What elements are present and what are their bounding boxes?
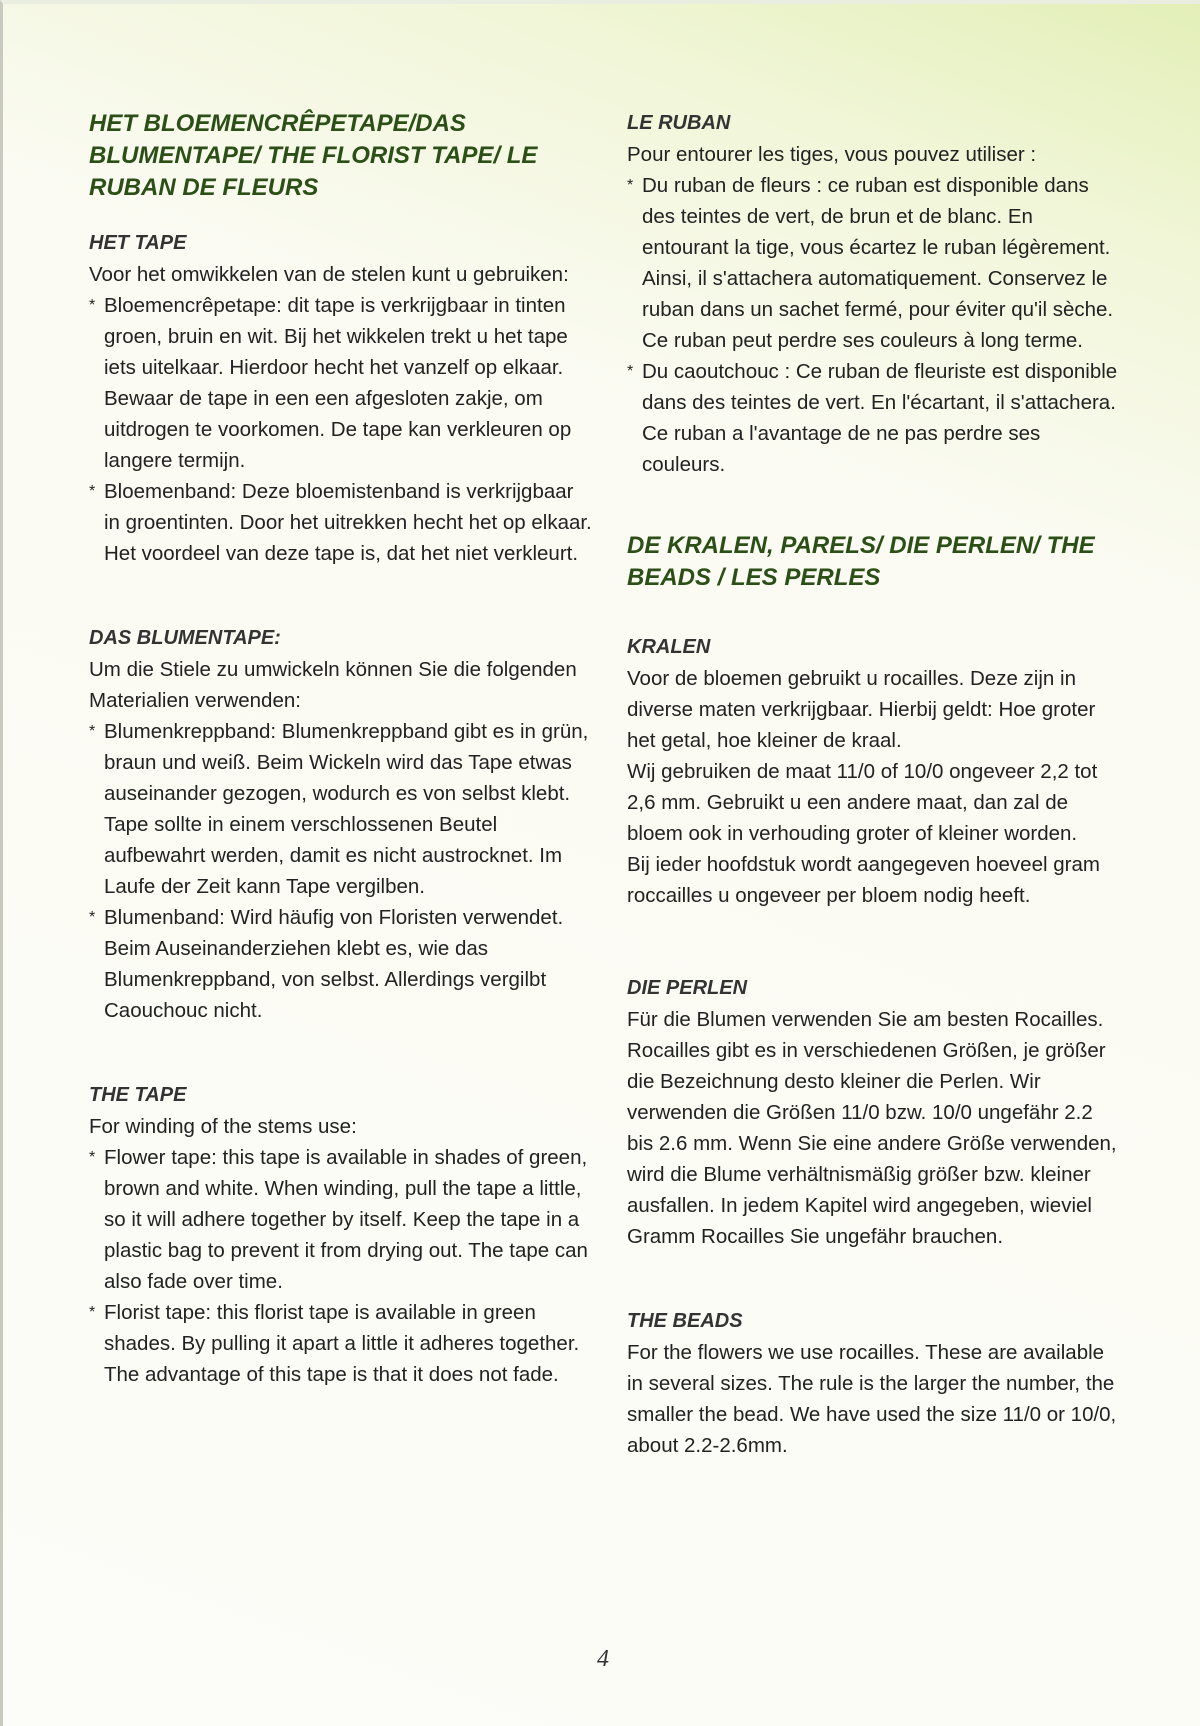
bullet-icon: *: [627, 363, 634, 380]
paragraph: Voor de bloemen gebruikt u rocailles. Deze zijn in diverse maten verkrijgbaar. Hierbij geldt: Hoe groter het getal, hoe kleiner de kraal.: [627, 667, 1096, 752]
section-title: KRALEN: [627, 636, 711, 658]
bullet-list: [89, 716, 595, 1026]
section-intro: Um die Stiele zu umwickeln können Sie die folgenden Materialien verwenden:: [89, 658, 577, 712]
tape-heading: HET BLOEMENCRÊPETAPE/DAS BLUMENTAPE/ THE FLORIST TAPE/ LE RUBAN DE FLEURS: [89, 110, 538, 201]
bullet-icon: *: [89, 483, 96, 500]
bullet-icon: *: [89, 1304, 96, 1321]
bullet-icon: *: [89, 297, 96, 314]
bullet-list: [89, 290, 595, 569]
section-intro: For winding of the stems use:: [89, 1115, 357, 1138]
bullet-icon: *: [627, 177, 634, 194]
section-the-beads: [627, 1306, 1123, 1461]
section-the-tape: [89, 1080, 595, 1390]
list-item: * Du ruban de fleurs : ce ruban est disponible dans des teintes de vert, de brun et de blanc. En entourant la tige, vous écartez le ruban légèrement. Ainsi, il s'attachera automatiquement. Conservez le ruban dans un sachet fermé, pour éviter qu'il sèche. Ce ruban peut perdre ses couleurs à long terme.: [627, 170, 1123, 356]
section-kralen: [627, 632, 1123, 911]
bullet-icon: *: [89, 909, 96, 926]
paragraph: Bij ieder hoofdstuk wordt aangegeven hoeveel gram roccailles u ongeveer per bloem nodig heeft.: [627, 853, 1100, 907]
section-title: LE RUBAN: [627, 112, 731, 134]
section-het-tape: [89, 228, 595, 569]
section-intro: Voor het omwikkelen van de stelen kunt u gebruiken:: [89, 263, 569, 286]
section-le-ruban: [627, 108, 1123, 480]
section-title: THE TAPE: [89, 1084, 187, 1106]
bullet-icon: *: [89, 1149, 96, 1166]
page-number: 4: [597, 1646, 609, 1672]
list-item: * Blumenkreppband: Blumenkreppband gibt es in grün, braun und weiß. Beim Wickeln wird das Tape etwas auseinander gezogen, wodurch es von selbst klebt. Tape sollte in einem verschlossenen Beutel aufbewahrt werden, damit es nicht austrocknet. Im Laufe der Zeit kann Tape vergilben.: [89, 716, 595, 902]
paragraph: Wij gebruiken de maat 11/0 of 10/0 ongeveer 2,2 tot 2,6 mm. Gebruikt u een andere maat, dan zal de bloem ook in verhouding groter of kleiner worden.: [627, 760, 1098, 845]
list-item: * Blumenband: Wird häufig von Floristen verwendet. Beim Auseinanderziehen klebt es, wie das Blumenkreppband, von selbst. Allerdings vergilbt Caouchouc nicht.: [89, 902, 595, 1026]
list-item: * Du caoutchouc : Ce ruban de fleuriste est disponible dans des teintes de vert. En l'écartant, il s'attachera. Ce ruban a l'avantage de ne pas perdre ses couleurs.: [627, 356, 1123, 480]
list-item: * Flower tape: this tape is available in shades of green, brown and white. When winding, pull the tape a little, so it will adhere together by itself. Keep the tape in a plastic bag to prevent it from drying out. The tape can also fade over time.: [89, 1142, 595, 1297]
section-title: THE BEADS: [627, 1310, 743, 1332]
section-title: DAS BLUMENTAPE:: [89, 627, 281, 649]
list-item: * Florist tape: this florist tape is available in green shades. By pulling it apart a little it adheres together. The advantage of this tape is that it does not fade.: [89, 1297, 595, 1390]
list-item: * Bloemenband: Deze bloemistenband is verkrijgbaar in groentinten. Door het uitrekken hecht het op elkaar. Het voordeel van deze tape is, dat het niet verkleurt.: [89, 476, 595, 569]
section-title: HET TAPE: [89, 232, 187, 254]
section-title: DIE PERLEN: [627, 977, 748, 999]
bullet-list: [627, 170, 1123, 480]
right-column: [627, 108, 1123, 1461]
paragraph: Für die Blumen verwenden Sie am besten Rocailles. Rocailles gibt es in verschiedenen Größen, je größer die Bezeichnung desto kleiner die Perlen. Wir verwenden die Größen 11/0 bzw. 10/0 ungefähr 2.2 bis 2.6 mm. Wenn Sie eine andere Größe verwenden, wird die Blume verhältnismäßig größer bzw. kleiner ausfallen. In jedem Kapitel wird angegeben, wieviel Gramm Rocailles Sie ungefähr brauchen.: [627, 1008, 1117, 1248]
section-die-perlen: [627, 973, 1123, 1252]
bullet-list: [89, 1142, 595, 1390]
left-column: [89, 108, 595, 1390]
beads-heading: DE KRALEN, PARELS/ DIE PERLEN/ THE BEADS / LES PERLES: [627, 532, 1095, 591]
list-item: * Bloemencrêpetape: dit tape is verkrijgbaar in tinten groen, bruin en wit. Bij het wikkelen trekt u het tape iets uitelkaar. Hierdoor hecht het vanzelf op elkaar. Bewaar de tape in een een afgesloten zakje, om uitdrogen te voorkomen. De tape kan verkleuren op langere termijn.: [89, 290, 595, 476]
paragraph: For the flowers we use rocailles. These are available in several sizes. The rule is the larger the number, the smaller the bead. We have used the size 11/0 or 10/0, about 2.2-2.6mm.: [627, 1341, 1117, 1457]
section-das-blumentape: [89, 623, 595, 1026]
bullet-icon: *: [89, 723, 96, 740]
section-intro: Pour entourer les tiges, vous pouvez utiliser :: [627, 143, 1037, 166]
